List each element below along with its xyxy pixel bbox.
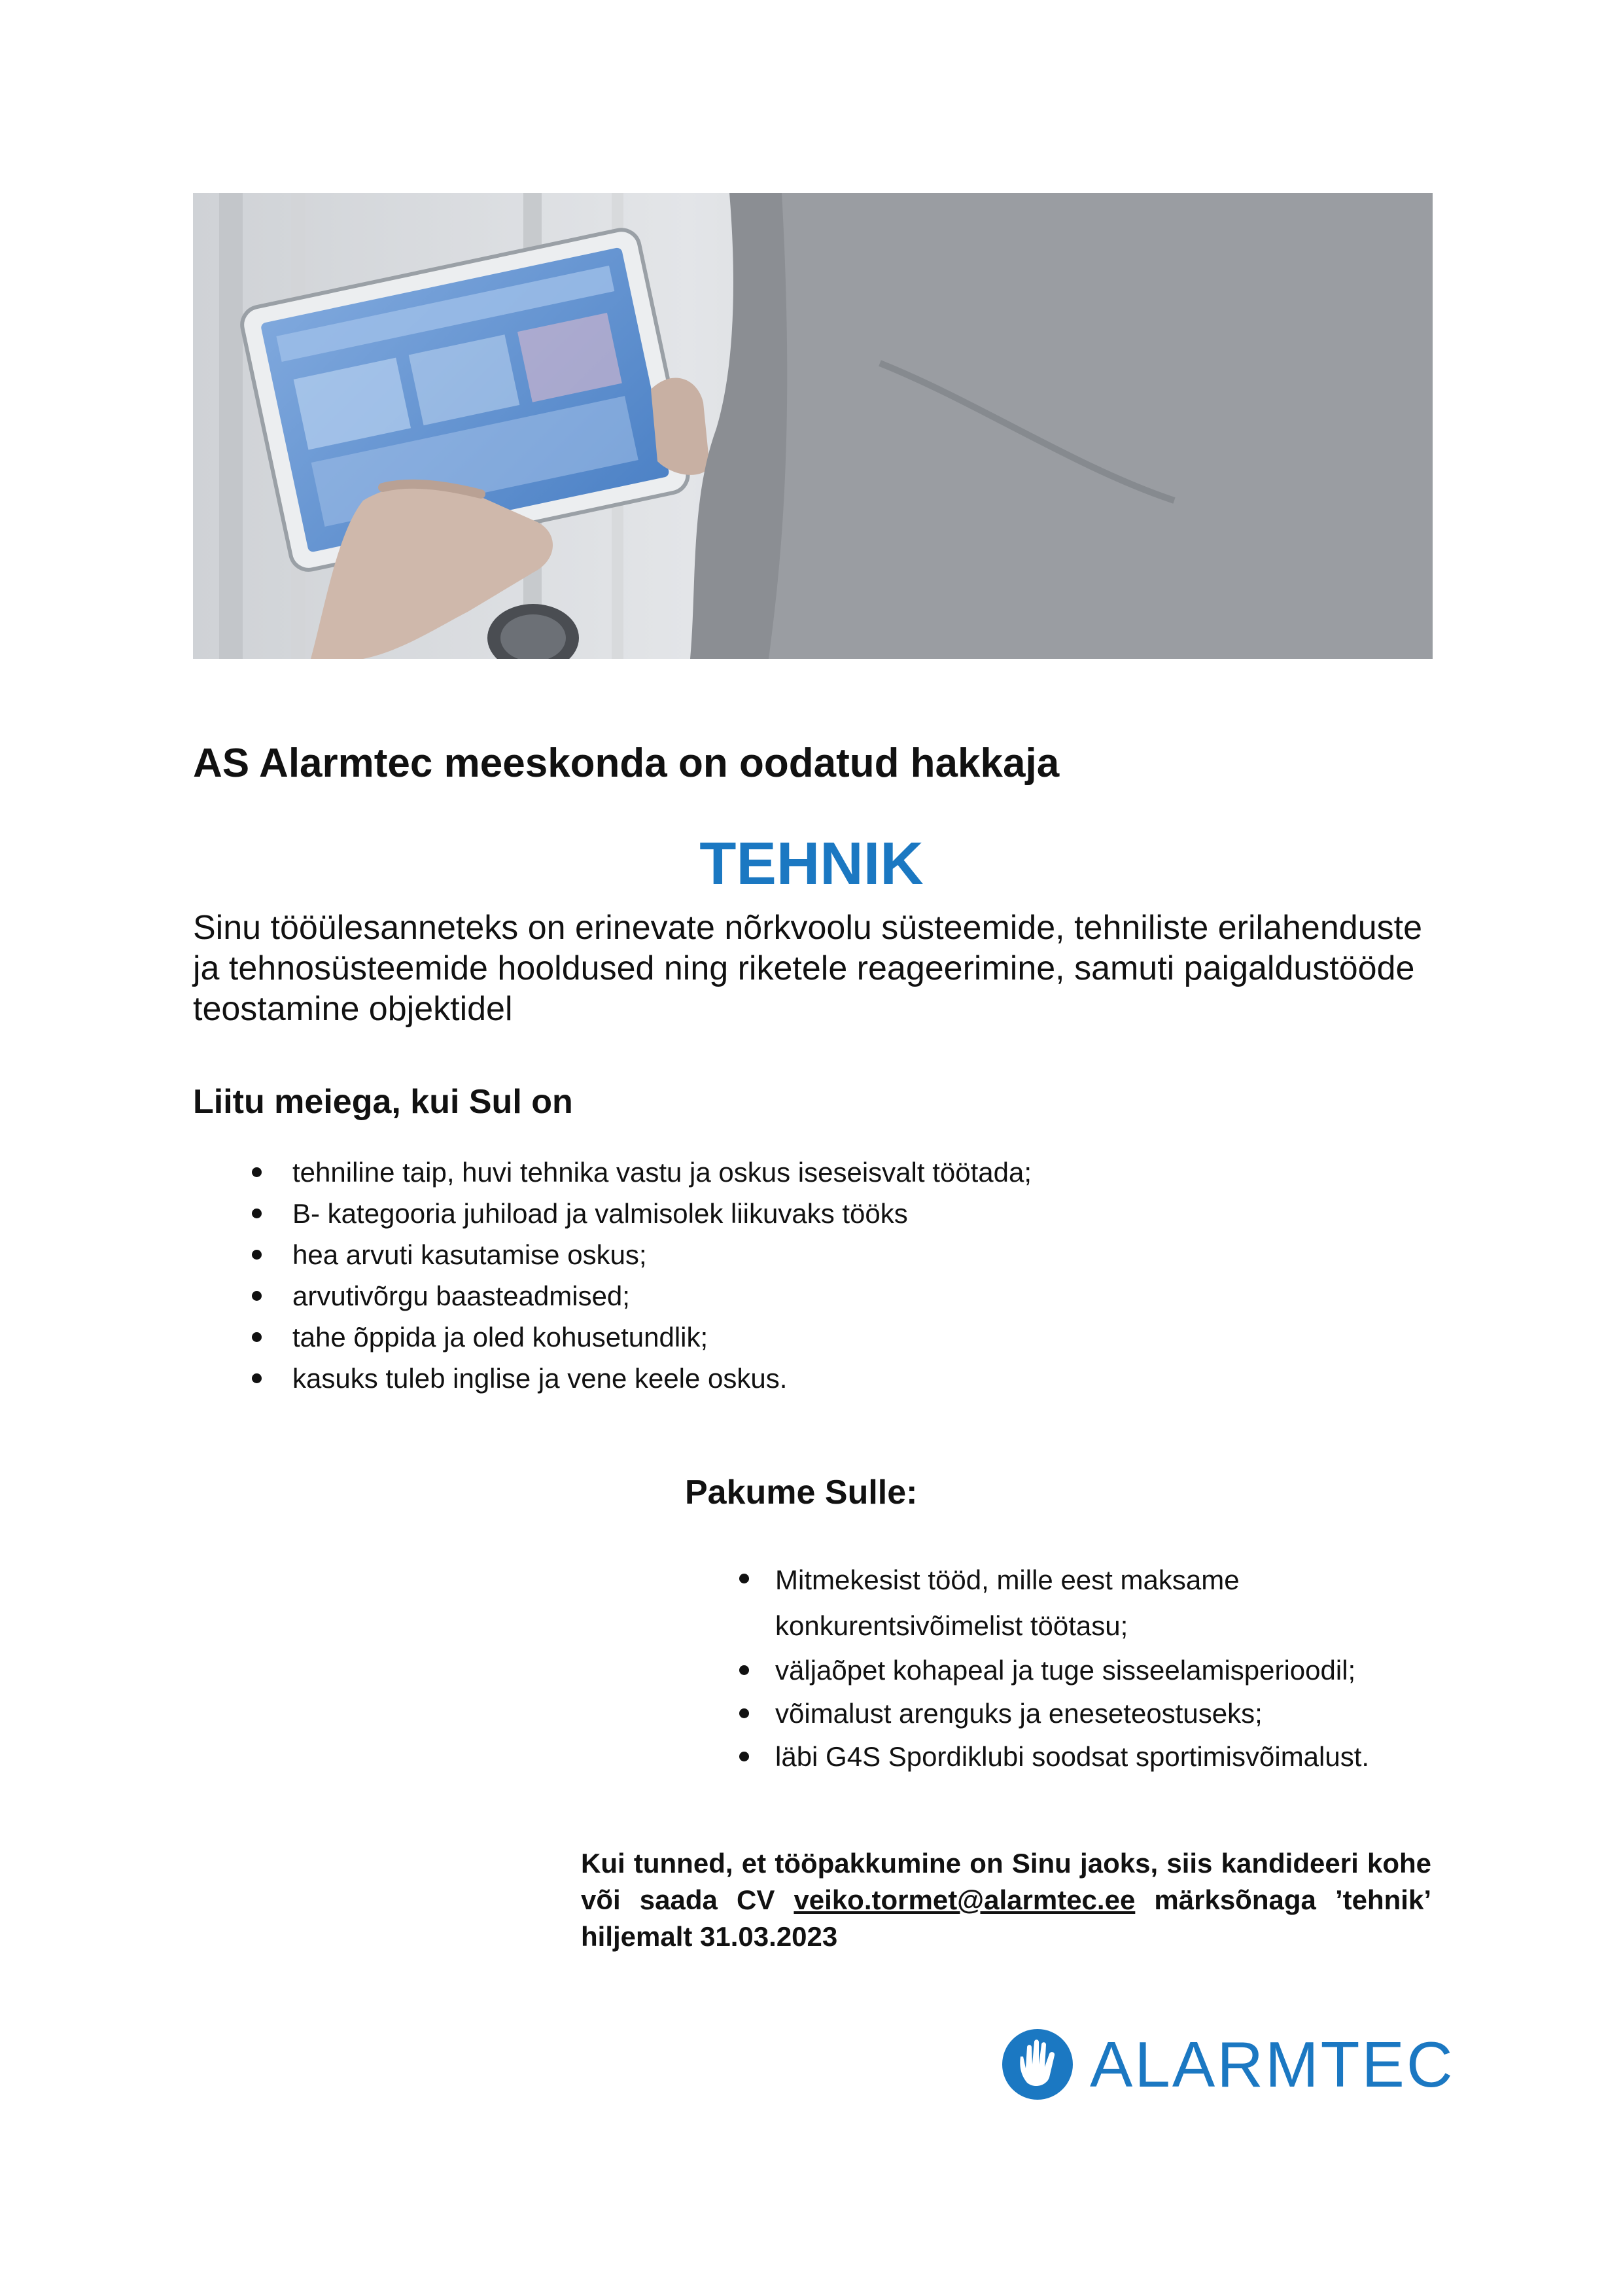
offer-heading: Pakume Sulle: (685, 1474, 918, 1511)
hero-image (193, 193, 1433, 659)
headline: AS Alarmtec meeskonda on oodatud hakkaja (193, 741, 1060, 786)
job-description: Sinu tööülesanneteks on erinevate nõrkvoolu süsteemide, tehniliste erilahenduste ja tehnosüsteemide hooldused ning riketele reageerimine, samuti paigaldustööde teostamine objektidel (193, 909, 1422, 1028)
job-title: TEHNIK (699, 830, 924, 897)
hand-shield-logo-icon (1001, 2028, 1074, 2101)
offer-item: läbi G4S Spordiklubi soodsat sportimisvõimalust. (733, 1735, 1465, 1778)
offer-item: võimalust arenguks ja eneseteostuseks; (733, 1692, 1465, 1735)
requirement-item: tahe õppida ja oled kohusetundlik; (193, 1316, 1370, 1358)
requirement-item: B- kategooria juhiload ja valmisolek liikuvaks tööks (193, 1193, 1370, 1234)
requirements-heading: Liitu meiega, kui Sul on (193, 1083, 573, 1121)
requirement-item: hea arvuti kasutamise oskus; (193, 1234, 1370, 1275)
requirement-item: kasuks tuleb inglise ja vene keele oskus. (193, 1358, 1370, 1399)
requirement-item: tehniline taip, huvi tehnika vastu ja oskus iseseisvalt töötada; (193, 1152, 1370, 1193)
call-to-action (581, 1845, 1431, 1955)
requirements-list (193, 1152, 1370, 1399)
cta-text-after: märksõnaga ’tehnik’ hiljemalt 31.03.2023 (581, 1884, 1431, 1952)
logo-text: ALARMTEC (1090, 2028, 1455, 2100)
offer-list (733, 1557, 1465, 1778)
offer-item: Mitmekesist tööd, mille eest maksame konkurentsivõimelist töötasu; (733, 1557, 1465, 1649)
technician-tablet-photo (193, 193, 1433, 659)
contact-email-link[interactable]: veiko.tormet@alarmtec.ee (794, 1884, 1136, 1915)
cta-text-before: Kui tunned, et tööpakkumine on Sinu jaoks, siis kandideeri kohe või saada CV (581, 1848, 1431, 1915)
requirement-item: arvutivõrgu baasteadmised; (193, 1275, 1370, 1316)
alarmtec-logo (1001, 2022, 1455, 2107)
offer-item: väljaõpet kohapeal ja tuge sisseelamisperioodil; (733, 1649, 1465, 1692)
